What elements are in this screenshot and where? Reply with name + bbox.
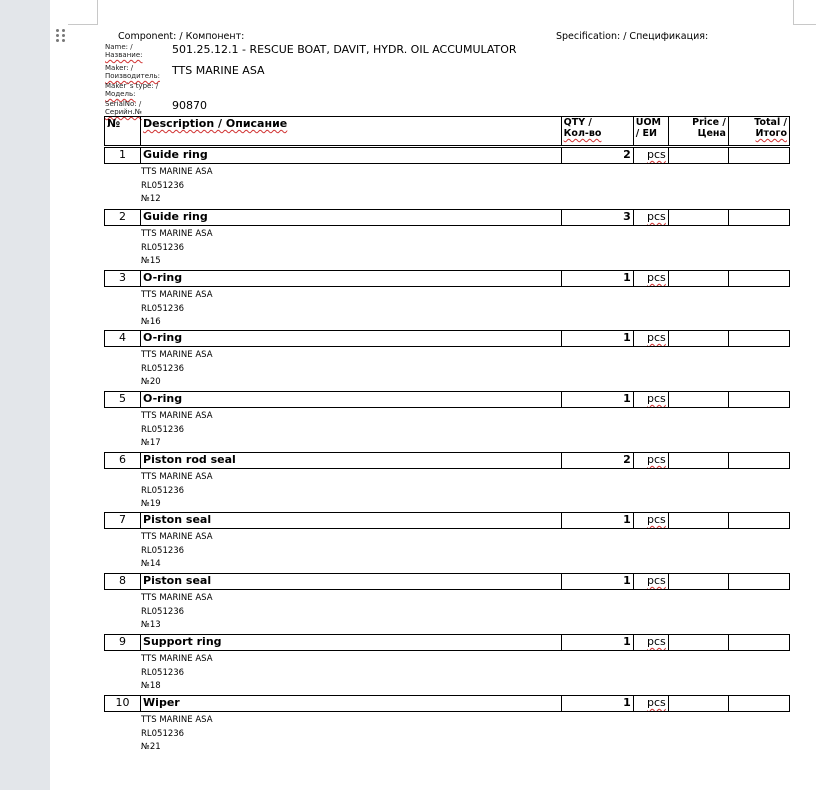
column-header [104,116,790,146]
item-total [728,331,789,347]
item-number: 1 [105,148,141,164]
item-number: 8 [105,574,141,590]
item-maker: TTS MARINE ASA [141,532,213,542]
item-description: Guide ring [141,210,562,226]
item-details [141,166,213,207]
item-price [668,574,728,590]
table-row[interactable] [104,270,790,287]
item-price [668,392,728,408]
item-maker: TTS MARINE ASA [141,472,213,482]
item-total [728,574,789,590]
item-maker: TTS MARINE ASA [141,167,213,177]
item-description: O-ring [141,331,562,347]
item-number: 9 [105,635,141,651]
table-row[interactable] [104,512,790,529]
item-total [728,453,789,469]
item-position: №16 [141,317,161,328]
item-total [728,148,789,164]
item-total [728,210,789,226]
item-qty: 1 [561,574,633,590]
item-details [141,410,213,451]
item-number: 10 [105,696,141,712]
item-price [668,271,728,287]
item-description: Guide ring [141,148,562,164]
crop-mark [97,0,98,24]
item-uom: pcs [633,513,668,529]
item-position: №18 [141,681,161,692]
item-uom: pcs [633,696,668,712]
item-total [728,696,789,712]
component-name: 501.25.12.1 - RESCUE BOAT, DAVIT, HYDR. OIL ACCUMULATOR [172,43,517,56]
item-details [141,349,213,390]
table-row[interactable] [104,391,790,408]
table-move-handle-icon[interactable] [55,29,67,43]
item-description: Piston seal [141,513,562,529]
item-reference: RL051236 [141,424,185,435]
item-details [141,471,213,512]
item-total [728,392,789,408]
item-details [141,289,213,330]
item-uom: pcs [633,392,668,408]
item-uom: pcs [633,271,668,287]
item-details [141,714,213,755]
item-price [668,513,728,529]
item-details [141,228,213,269]
item-price [668,696,728,712]
item-maker: TTS MARINE ASA [141,593,213,603]
item-position: №20 [141,377,161,388]
item-number: 4 [105,331,141,347]
item-position: №19 [141,499,161,510]
item-reference: RL051236 [141,180,185,191]
item-description: O-ring [141,392,562,408]
item-position: №13 [141,620,161,631]
maker-label: Maker: / Поизводитель: [105,64,160,80]
item-description: O-ring [141,271,562,287]
name-label: Name: / Название: [105,43,143,59]
item-total [728,271,789,287]
item-uom: pcs [633,148,668,164]
item-maker: TTS MARINE ASA [141,715,213,725]
column-description: Description / Описание [141,117,562,146]
item-maker: TTS MARINE ASA [141,290,213,300]
item-qty: 1 [561,392,633,408]
column-no: № [105,117,141,146]
item-uom: pcs [633,574,668,590]
item-reference: RL051236 [141,667,185,678]
component-label: Component: / Компонент: [118,31,245,42]
item-reference: RL051236 [141,545,185,556]
item-qty: 1 [561,635,633,651]
maker-type-label: Maker`s type: / Модель: [105,82,159,98]
item-number: 2 [105,210,141,226]
table-row[interactable] [104,209,790,226]
item-qty: 2 [561,148,633,164]
crop-mark [68,24,98,25]
item-qty: 3 [561,210,633,226]
item-uom: pcs [633,453,668,469]
serial-number: 90870 [172,99,207,112]
item-uom: pcs [633,635,668,651]
item-position: №21 [141,742,161,753]
item-price [668,148,728,164]
column-qty: QTY / Кол-во [561,117,633,146]
item-description: Wiper [141,696,562,712]
item-qty: 1 [561,271,633,287]
item-uom: pcs [633,210,668,226]
item-uom: pcs [633,331,668,347]
table-row[interactable] [104,147,790,164]
specification-label: Specification: / Спецификация: [556,31,709,42]
column-uom: UOM / ЕИ [633,117,668,146]
item-total [728,513,789,529]
item-number: 7 [105,513,141,529]
item-details [141,653,213,694]
item-reference: RL051236 [141,728,185,739]
item-number: 5 [105,392,141,408]
item-price [668,635,728,651]
item-maker: TTS MARINE ASA [141,411,213,421]
serial-label: SerialNo: / Серийн.№ [105,100,142,116]
table-row[interactable] [104,573,790,590]
table-row[interactable] [104,452,790,469]
table-row[interactable] [104,695,790,712]
item-qty: 1 [561,696,633,712]
item-description: Support ring [141,635,562,651]
item-details [141,531,213,572]
item-reference: RL051236 [141,363,185,374]
item-position: №12 [141,194,161,205]
left-margin [0,0,50,790]
item-position: №14 [141,559,161,570]
item-reference: RL051236 [141,242,185,253]
item-details [141,592,213,633]
item-description: Piston seal [141,574,562,590]
item-reference: RL051236 [141,303,185,314]
item-price [668,331,728,347]
column-total: Total / Итого [728,117,789,146]
maker-name: TTS MARINE ASA [172,64,265,77]
item-reference: RL051236 [141,485,185,496]
item-qty: 1 [561,513,633,529]
item-number: 3 [105,271,141,287]
item-position: №15 [141,256,161,267]
item-maker: TTS MARINE ASA [141,654,213,664]
crop-mark [793,0,794,24]
column-price: Price / Цена [668,117,728,146]
item-total [728,635,789,651]
item-qty: 1 [561,331,633,347]
item-qty: 2 [561,453,633,469]
item-maker: TTS MARINE ASA [141,229,213,239]
table-row[interactable] [104,634,790,651]
table-row[interactable] [104,330,790,347]
item-number: 6 [105,453,141,469]
item-price [668,210,728,226]
item-price [668,453,728,469]
item-maker: TTS MARINE ASA [141,350,213,360]
item-description: Piston rod seal [141,453,562,469]
item-reference: RL051236 [141,606,185,617]
item-position: №17 [141,438,161,449]
crop-mark [793,24,816,25]
